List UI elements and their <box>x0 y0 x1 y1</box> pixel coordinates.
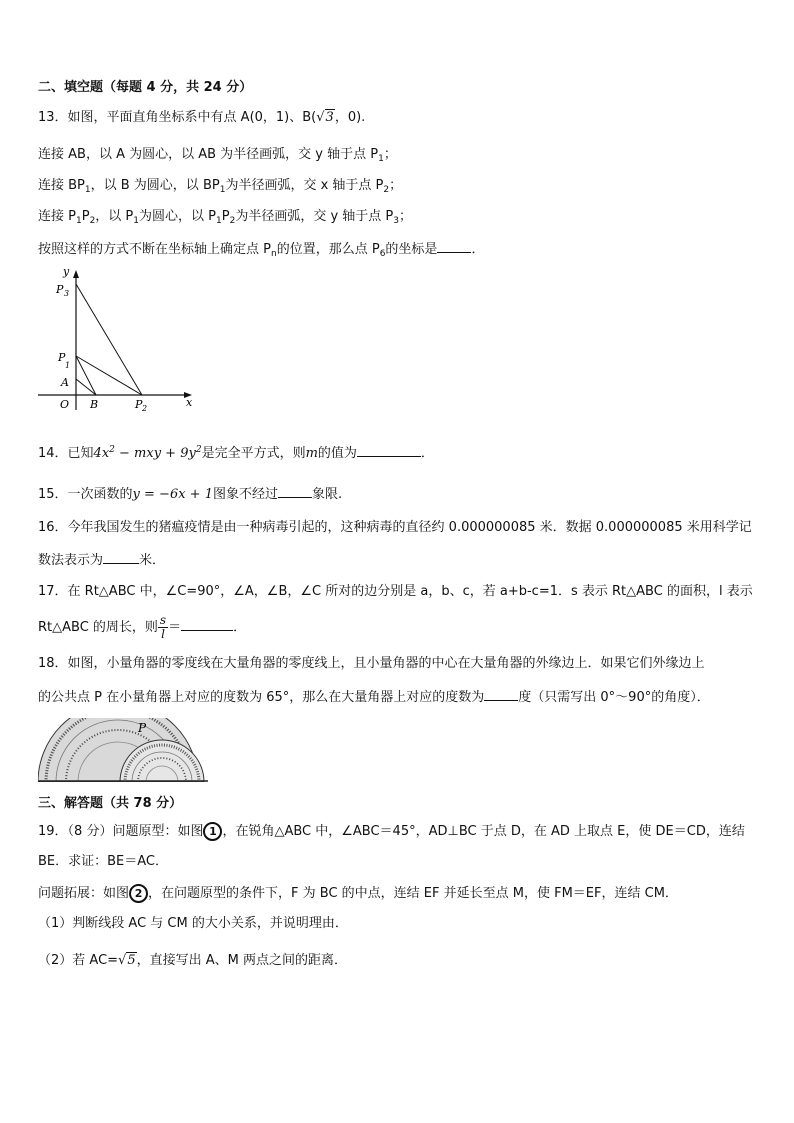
answer-blank <box>278 485 312 498</box>
q16-end: 米． <box>139 553 166 568</box>
q13-line3-sub: 2 <box>229 216 236 226</box>
point-P1-label: P <box>58 351 66 364</box>
q13-line3-part: P <box>81 209 90 224</box>
equals-sign: ＝ <box>168 620 182 635</box>
q13-line3-sub: 3 <box>393 216 399 226</box>
answer-blank <box>357 444 421 457</box>
q13-line3-part: ，以 P <box>95 209 134 224</box>
circled-number-1: 1 <box>203 822 222 841</box>
q19-text: 问题拓展：如图 <box>38 886 130 901</box>
q14 <box>38 444 434 462</box>
q13-line2-part: ，以 B 为圆心，以 BP <box>90 178 220 193</box>
q13-line3-part: ； <box>398 209 412 224</box>
point-P2-sub: 2 <box>142 404 148 413</box>
q19-text: 19．（8 分）问题原型：如图 <box>38 824 204 839</box>
q13-line3-sub: 1 <box>75 216 82 226</box>
point-P2-label: P <box>135 398 143 411</box>
expr-term: − mxy + 9y <box>114 446 196 461</box>
q13-line3 <box>38 209 412 225</box>
section-2-title: 二、填空题（每题 4 分，共 24 分） <box>38 80 253 95</box>
q18-line2 <box>38 688 710 706</box>
q13-line3-sub: 2 <box>89 216 96 226</box>
sqrt-3: 3 <box>325 110 334 125</box>
q17-line2 <box>38 614 246 641</box>
answer-blank <box>484 688 518 701</box>
q19-part2 <box>38 953 347 969</box>
point-B-label: B <box>90 398 99 411</box>
q13-line4-text: 按照这样的方式不断在坐标轴上确定点 P <box>38 242 271 257</box>
x-axis-label: x <box>186 396 193 409</box>
fraction-numerator: s <box>159 613 167 627</box>
q13-intro <box>38 110 365 126</box>
q18-end: 度（只需写出 0°～90°的角度）． <box>518 690 710 705</box>
q14-expression <box>94 446 202 461</box>
q17-text: Rt△ABC 的周长，则 <box>38 620 158 635</box>
y-axis-label: y <box>63 265 70 278</box>
expr-term: 4x <box>93 446 110 461</box>
q15-number: 15．一次函数的 <box>38 487 133 502</box>
expr-exp: 2 <box>109 445 115 455</box>
q19-text: ，直接写出 A、M 两点之间的距离． <box>136 953 347 968</box>
q13-line3-part: 为圆心，以 P <box>139 209 216 224</box>
point-P1-sub: 1 <box>65 361 71 370</box>
q15-text: 图象不经过 <box>212 487 278 502</box>
sqrt-symbol: √5 <box>118 953 136 968</box>
q17-line1: 17．在 Rt△ABC 中，∠C=90°，∠A，∠B，∠C 所对的边分别是 a，b、c，若 a+b-c=1．s 表示 Rt△ABC 的面积，l 表示 <box>38 584 753 599</box>
q13-coordinate-figure <box>36 262 196 414</box>
q13-line3-part: 为半径画弧，交 y 轴于点 P <box>235 209 394 224</box>
q15 <box>38 485 342 503</box>
point-P3-sub: 3 <box>64 289 70 298</box>
q14-text: 的值为 <box>317 446 357 461</box>
point-P3-label: P <box>56 283 64 296</box>
expr-exp: 2 <box>195 445 202 455</box>
q15-expression: y = −6x + 1 <box>132 487 213 502</box>
q13-line4-text: 的位置，那么点 P <box>276 242 380 257</box>
segment-P2P3 <box>76 284 142 395</box>
q18-text: 的公共点 P 在小量角器上对应的度数为 65°，那么在大量角器上对应的度数为 <box>38 690 485 705</box>
q16-line2 <box>38 551 165 569</box>
q13-line1-end: ； <box>383 147 397 162</box>
sqrt-symbol: √3 <box>316 110 334 125</box>
point-A-label: A <box>61 376 69 389</box>
q13-line1 <box>38 147 397 163</box>
q13-line3-sub: 1 <box>216 216 222 226</box>
q13-number: 13． <box>38 110 68 125</box>
q13-line2 <box>38 178 402 194</box>
q14-var: m <box>305 446 318 461</box>
q13-line1-text: 连接 AB，以 A 为圆心，以 AB 为半径画弧，交 y 轴于点 P <box>38 147 379 162</box>
q13-line2-part: 为半径画弧，交 x 轴于点 P <box>225 178 384 193</box>
q14-text: 是完全平方式，则 <box>201 446 306 461</box>
protractor-figure <box>38 718 208 784</box>
q13-line3-part: P <box>221 209 230 224</box>
q16-line1: 16．今年我国发生的猪瘟疫情是由一种病毒引起的，这种病毒的直径约 0.000000085 米．数据 0.000000085 米用科学记 <box>38 520 752 535</box>
q17-end: ． <box>233 620 247 635</box>
q16-text: 数法表示为 <box>38 553 104 568</box>
point-P-label: P <box>138 721 147 735</box>
q13-intro-text: 如图，平面直角坐标系中有点 A(0，1)、B( <box>67 110 317 125</box>
q19-text: ，在问题原型的条件下，F 为 BC 的中点，连结 EF 并延长至点 M，使 FM＝EF，连结 CM． <box>148 886 678 901</box>
y-axis-arrow <box>73 270 79 278</box>
q19-line2: BE．求证：BE＝AC． <box>38 854 169 869</box>
answer-blank <box>103 551 139 564</box>
q19-text: ，在锐角△ABC 中，∠ABC＝45°，AD⊥BC 于点 D，在 AD 上取点 E，使 DE＝CD，连结 <box>222 824 745 839</box>
q19-line1 <box>38 822 745 841</box>
answer-blank <box>181 618 233 631</box>
section-3-title: 三、解答题（共 78 分） <box>38 796 183 811</box>
q19-line3 <box>38 884 678 903</box>
q13-line2-part: 连接 BP <box>38 178 85 193</box>
sqrt-5: 5 <box>127 953 136 968</box>
answer-blank <box>437 240 471 253</box>
q13-line2-sub: 1 <box>84 185 91 195</box>
q14-end: ． <box>420 446 434 461</box>
origin-label: O <box>60 398 70 411</box>
q13-line3-sub: 1 <box>133 216 140 226</box>
q13-line2-sub: 2 <box>383 185 390 195</box>
q19-part1: （1）判断线段 AC 与 CM 的大小关系，并说明理由． <box>38 916 348 931</box>
q19-text: （2）若 AC= <box>38 953 119 968</box>
q13-line4-text: 的坐标是 <box>385 242 438 257</box>
q13-line4-sub-6: 6 <box>379 249 386 259</box>
q13-intro-end: ，0). <box>334 110 366 125</box>
segment-AB <box>76 379 96 395</box>
q13-line4-sub-n: n <box>270 249 277 259</box>
fraction-denominator: l <box>161 627 165 641</box>
q13-line1-sub: 1 <box>378 154 384 164</box>
q18-line1: 18．如图，小量角器的零度线在大量角器的零度线上，且小量角器的中心在大量角器的外缘边上．如果它们外缘边上 <box>38 656 705 671</box>
q15-end: 象限. <box>312 487 343 502</box>
q14-number: 14．已知 <box>38 446 94 461</box>
q13-line4-end: ． <box>471 242 485 257</box>
q13-line2-part: ； <box>389 178 403 193</box>
q13-line3-part: 连接 P <box>38 209 76 224</box>
fraction-s-over-l <box>158 614 168 641</box>
q13-line4 <box>38 240 484 258</box>
q13-line2-sub: 1 <box>219 185 226 195</box>
circled-number-2: 2 <box>129 884 148 903</box>
